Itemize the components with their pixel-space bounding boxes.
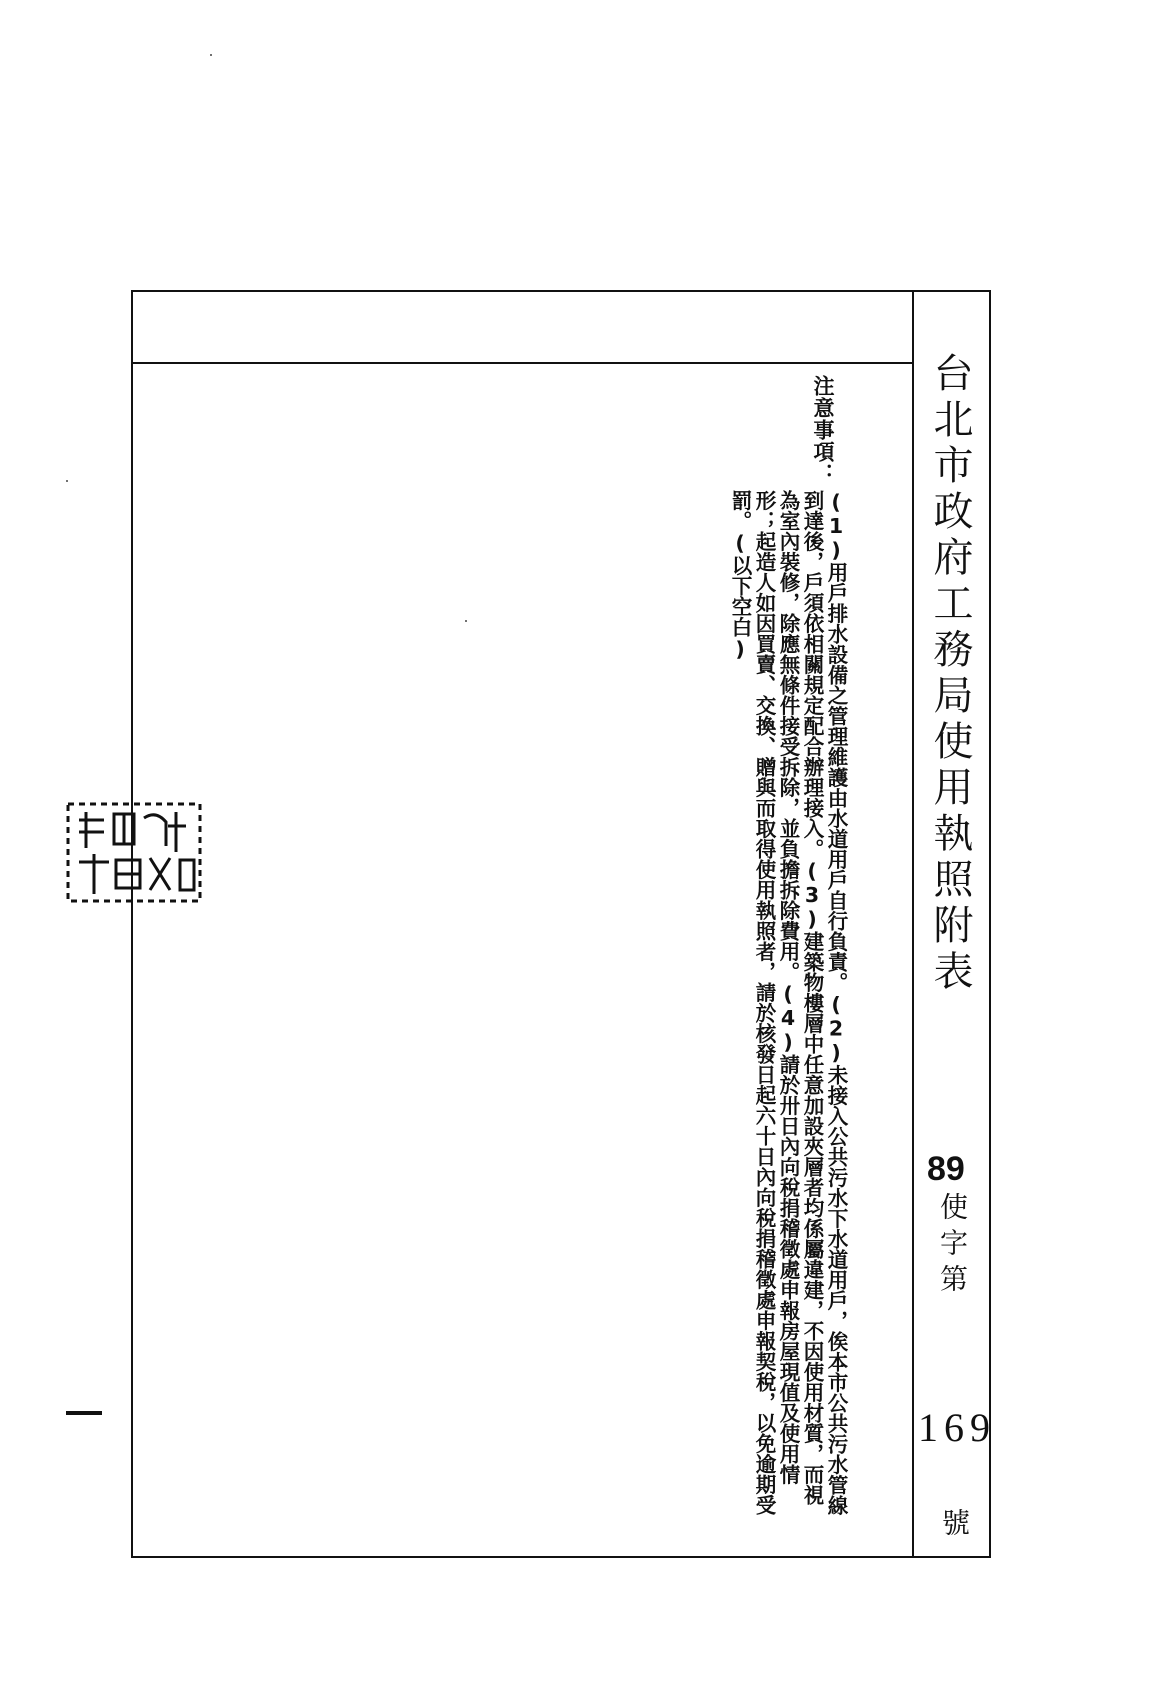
document-title: 台北市政府工務局使用執照附表	[927, 352, 973, 996]
permit-year: 89	[927, 1150, 965, 1188]
notes-heading: 注意事項：	[811, 375, 835, 485]
notes-body: (1)用戶排水設備之管理維護由水道用戶自行負責。(2)未接入公共污水下水道用戶，俟本市公共污水管線到達後，戶須依相關規定配合辦理接入。(3)建築物樓層中任意加設夾層者均係屬違建，不因使用材質，而視為室內裝修，除應無條件接受拆除，並負擔拆除費用。(4)請於卅日內向稅捐稽徵處申報房屋現值及使用情形；起造人如因買賣、交換、贈與而取得使用執照者，請於核發日起六十日內向稅捐稽徵處申報契稅，以免逾期受罰。(以下空白)	[728, 490, 848, 1516]
scan-speck	[210, 54, 212, 56]
scan-speck	[66, 480, 68, 482]
form-border	[131, 290, 991, 1558]
margin-mark	[66, 1411, 102, 1415]
permit-prefix: 使字第	[936, 1192, 969, 1300]
title-column-divider	[912, 290, 914, 1558]
seal-stamp	[64, 800, 204, 905]
permit-suffix: 號	[938, 1508, 971, 1536]
scan-speck	[465, 620, 467, 622]
permit-number: 169	[918, 1405, 996, 1450]
header-divider	[131, 362, 914, 364]
